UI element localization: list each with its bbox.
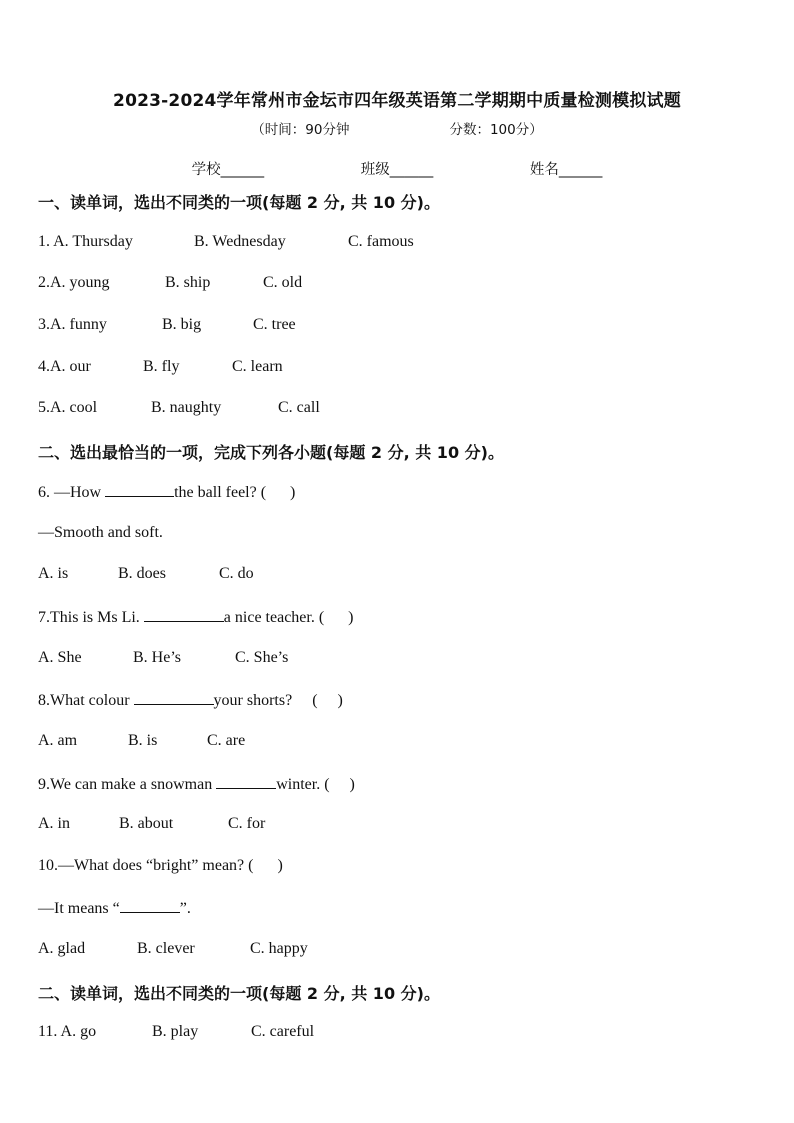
question-10: 10.—What does “bright” mean? ( ) xyxy=(38,857,283,874)
option-b[interactable]: B. naughty xyxy=(151,399,222,416)
option-b[interactable]: B. big xyxy=(162,316,202,333)
section-heading-3: 二、读单词，选出不同类的一项(每题 2 分, 共 10 分)。 xyxy=(38,984,440,1003)
question-3 xyxy=(38,316,296,334)
option-b[interactable]: B. ship xyxy=(165,274,211,291)
option-b[interactable]: B. about xyxy=(119,815,174,832)
option-c[interactable]: C. for xyxy=(228,815,266,832)
class-field[interactable]: 班级______ xyxy=(360,162,434,178)
question-7-options xyxy=(38,649,288,667)
option-c[interactable]: C. call xyxy=(278,399,320,416)
question-6-response: —Smooth and soft. xyxy=(38,524,163,541)
option-a[interactable]: A. am xyxy=(38,732,78,749)
total-score: 分数：100分） xyxy=(449,122,543,138)
question-stem-start: 8.What colour xyxy=(38,692,134,709)
option-b[interactable]: B. play xyxy=(152,1023,199,1040)
option-a[interactable]: 3.A. funny xyxy=(38,316,107,333)
option-b[interactable]: B. fly xyxy=(143,358,180,375)
option-b[interactable]: B. is xyxy=(128,732,158,749)
option-a[interactable]: A. She xyxy=(38,649,82,666)
section-heading-2: 二、选出最恰当的一项，完成下列各小题(每题 2 分, 共 10 分)。 xyxy=(38,443,504,462)
question-10-options xyxy=(38,940,308,958)
option-a[interactable]: 11. A. go xyxy=(38,1023,97,1040)
question-stem-start: 9.We can make a snowman xyxy=(38,776,217,793)
question-10-response xyxy=(38,898,191,918)
option-a[interactable]: A. in xyxy=(38,815,70,832)
option-c[interactable]: C. learn xyxy=(232,358,283,375)
name-field[interactable]: 姓名______ xyxy=(529,162,603,178)
question-stem-end: your shorts? ( ) xyxy=(213,692,343,709)
option-b[interactable]: B. does xyxy=(118,565,166,582)
answer-blank[interactable] xyxy=(120,898,180,913)
question-stem-end: winter. ( ) xyxy=(276,776,355,793)
question-7 xyxy=(38,607,354,627)
option-c[interactable]: C. She’s xyxy=(235,649,289,666)
student-info-fields xyxy=(0,158,794,179)
question-8-options xyxy=(38,732,245,750)
question-6 xyxy=(38,482,295,502)
page-title: 2023-2024学年常州市金坛市四年级英语第二学期期中质量检测模拟试题 xyxy=(113,91,681,111)
option-b[interactable]: B. He’s xyxy=(133,649,181,666)
option-a[interactable]: A. is xyxy=(38,565,69,582)
question-stem-start: 7.This is Ms Li. xyxy=(38,609,144,626)
question-5 xyxy=(38,399,320,417)
option-a[interactable]: 2.A. young xyxy=(38,274,110,291)
option-c[interactable]: C. old xyxy=(263,274,303,291)
question-9-options xyxy=(38,815,265,833)
question-8 xyxy=(38,690,343,710)
option-a[interactable]: 4.A. our xyxy=(38,358,91,375)
answer-blank[interactable] xyxy=(105,482,174,497)
answer-blank[interactable] xyxy=(216,774,276,789)
option-c[interactable]: C. famous xyxy=(348,233,414,250)
option-c[interactable]: C. tree xyxy=(253,316,296,333)
exam-info xyxy=(0,118,794,138)
question-11 xyxy=(38,1023,314,1041)
time-limit: （时间：90分钟 xyxy=(251,122,350,138)
question-stem-start: 6. —How xyxy=(38,484,106,501)
option-c[interactable]: C. are xyxy=(207,732,246,749)
question-4 xyxy=(38,358,283,376)
option-a[interactable]: 1. A. Thursday xyxy=(38,233,133,250)
question-1 xyxy=(38,233,414,251)
option-a[interactable]: A. glad xyxy=(38,940,86,957)
option-b[interactable]: B. clever xyxy=(137,940,195,957)
section-heading-1: 一、读单词，选出不同类的一项(每题 2 分, 共 10 分)。 xyxy=(38,193,440,212)
option-c[interactable]: C. careful xyxy=(251,1023,315,1040)
question-9 xyxy=(38,774,355,794)
question-6-options xyxy=(38,565,254,583)
option-a[interactable]: 5.A. cool xyxy=(38,399,98,416)
question-2 xyxy=(38,274,302,292)
question-stem-start: —It means “ xyxy=(38,900,120,917)
option-c[interactable]: C. do xyxy=(219,565,254,582)
answer-blank[interactable] xyxy=(134,690,214,705)
question-stem-end: ”. xyxy=(179,900,191,917)
question-stem-end: a nice teacher. ( ) xyxy=(223,609,354,626)
answer-blank[interactable] xyxy=(144,607,224,622)
option-b[interactable]: B. Wednesday xyxy=(194,233,286,250)
school-field[interactable]: 学校______ xyxy=(191,162,265,178)
question-stem-end: the ball feel? ( ) xyxy=(174,484,296,501)
option-c[interactable]: C. happy xyxy=(250,940,308,957)
